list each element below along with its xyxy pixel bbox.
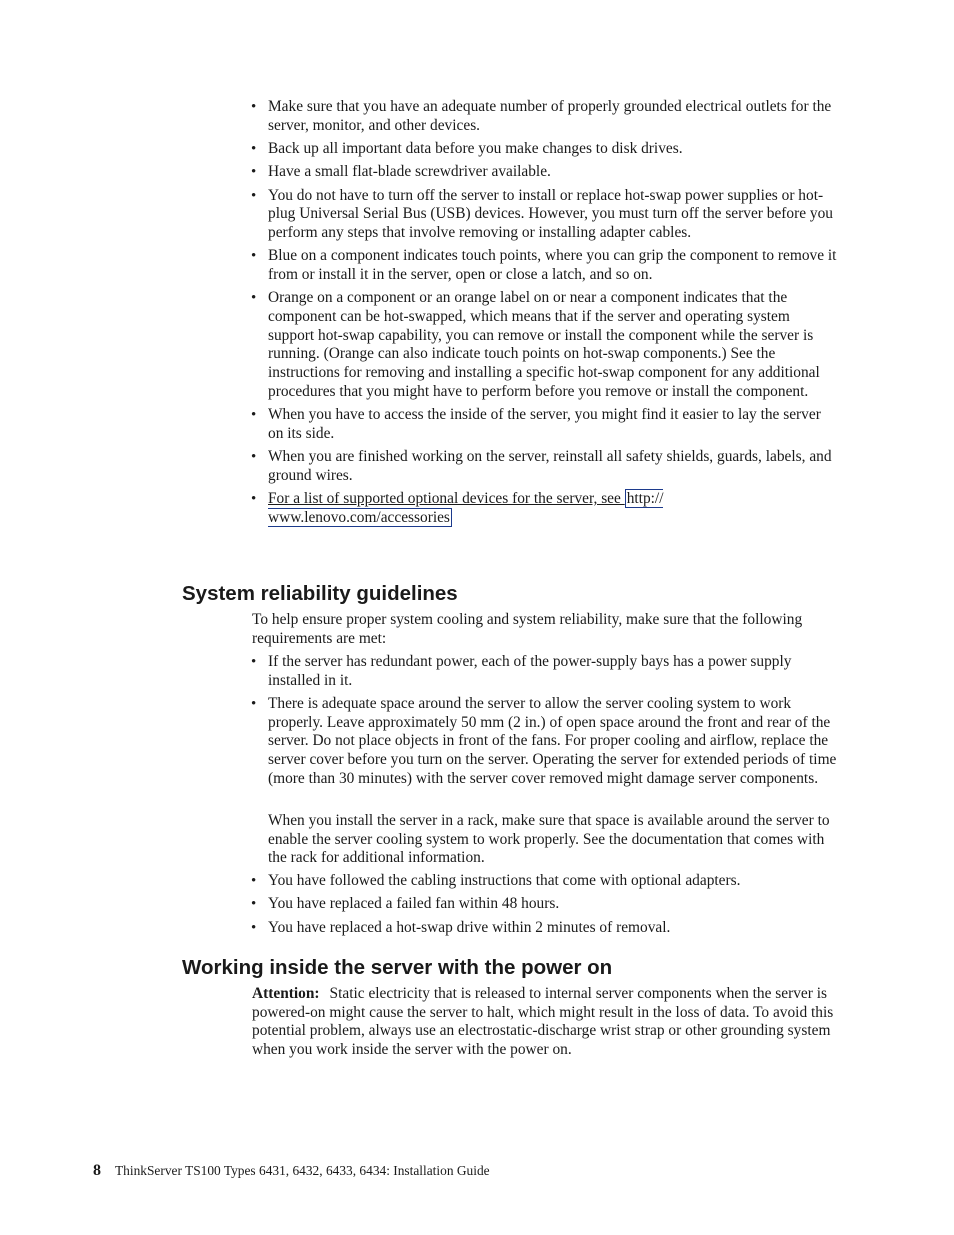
bullet-icon: •: [251, 896, 257, 913]
list-item: [0, 163, 838, 182]
bullet-icon: •: [251, 654, 257, 670]
list-item-text: When you have to access the inside of the server, you might find it easier to lay the server on its side.: [268, 406, 821, 442]
list-item: [0, 406, 838, 443]
page-footer: [93, 1162, 490, 1180]
reliability-list-continued: [0, 872, 954, 942]
precautions-list: [0, 98, 954, 532]
bullet-icon: •: [251, 248, 257, 265]
list-item-text: When you are finished working on the server, reinstall all safety shields, guards, labels, and ground wires.: [268, 448, 832, 484]
bullet-icon: •: [251, 491, 257, 508]
list-item-text: You do not have to turn off the server to install or replace hot-swap power supplies or hot-plug Universal Serial Bus (USB) devices. However, you must turn off the server before you perform any steps that involve removing or installing adapter cables.: [268, 186, 834, 241]
accessories-text: For a list of supported optional devices for the server, see: [268, 490, 625, 508]
section-heading-power-on: Working inside the server with the power on: [182, 956, 613, 979]
bullet-icon: •: [251, 187, 257, 204]
list-item-text: Make sure that you have an adequate number of properly grounded electrical outlets for the server, monitor, and other devices.: [268, 98, 832, 134]
list-item-text: There is adequate space around the server to allow the server cooling system to work properly. Leave approximately 50 mm (2 in.) of open space around the front and rear of the server. Do not place objects in front of the fans. For proper cooling and airflow, replace the server cover before you turn on the server. Operating the server for extended periods of time (more than 30 minutes) with the server cover removed might damage server components.: [268, 695, 837, 787]
list-item-text: You have replaced a hot-swap drive within 2 minutes of removal.: [268, 918, 671, 936]
list-item-text: Back up all important data before you make changes to disk drives.: [268, 140, 683, 157]
section-heading-reliability: System reliability guidelines: [182, 582, 458, 605]
list-item: [0, 895, 838, 914]
bullet-icon: •: [251, 290, 257, 307]
attention-text: Static electricity that is released to internal server components when the server is powered-on might cause the server to halt, which might result in the loss of data. To avoid this potential problem, always use an electrostatic-discharge wrist strap or other grounding system when you work inside the server with the power on.: [252, 985, 834, 1059]
document-title: ThinkServer TS100 Types 6431, 6432, 6433, 6434: Installation Guide: [115, 1163, 490, 1178]
list-item: [0, 289, 838, 401]
rack-note: When you install the server in a rack, make sure that space is available around the server to enable the server cooling system to work properly. See the documentation that comes with the rack for additional information.: [268, 812, 830, 867]
list-item: [0, 448, 838, 485]
list-item: [0, 98, 838, 135]
bullet-icon: •: [251, 919, 257, 936]
list-item-text: Blue on a component indicates touch points, where you can grip the component to remove it from or install it in the server, open or close a latch, and so on.: [268, 247, 837, 283]
bullet-icon: •: [251, 696, 257, 712]
bullet-icon: •: [251, 407, 257, 424]
list-item: [0, 247, 838, 284]
page-number: 8: [93, 1162, 101, 1179]
accessories-link-text: http:// www.lenovo.com/accessories: [268, 490, 664, 526]
reliability-list: [0, 653, 954, 793]
attention-notice: [0, 985, 838, 1060]
bullet-icon: •: [251, 99, 257, 115]
list-item-text: You have followed the cabling instructions that come with optional adapters.: [268, 872, 741, 889]
list-item: [0, 653, 838, 690]
list-item: [0, 919, 838, 938]
list-item-accessories: [0, 490, 838, 527]
list-item-text: Orange on a component or an orange label on or near a component indicates that the component can be hot-swapped, which means that if the server and operating system support hot-swap capability, you can remove or install the component while the server is running. (Orange can also indicate touch points on hot-swap components.) See the instructions for removing and installing a specific hot-swap component for any additional procedures that you might have to perform before you remove or install the component.: [268, 289, 820, 400]
attention-label: Attention:: [252, 985, 320, 1002]
list-item: [0, 872, 838, 891]
bullet-icon: •: [251, 141, 257, 157]
reliability-intro: To help ensure proper system cooling and system reliability, make sure that the following requirements are met:: [252, 611, 803, 647]
list-item: [0, 695, 838, 789]
list-item: [0, 140, 838, 159]
list-item: [0, 187, 838, 243]
bullet-icon: •: [251, 449, 257, 466]
list-item-text: You have replaced a failed fan within 48 hours.: [268, 895, 560, 913]
bullet-icon: •: [251, 164, 257, 181]
list-item-text: Have a small flat-blade screwdriver available.: [268, 163, 551, 181]
list-item-text: If the server has redundant power, each of the power-supply bays has a power supply installed in it.: [268, 653, 792, 689]
bullet-icon: •: [251, 873, 257, 889]
